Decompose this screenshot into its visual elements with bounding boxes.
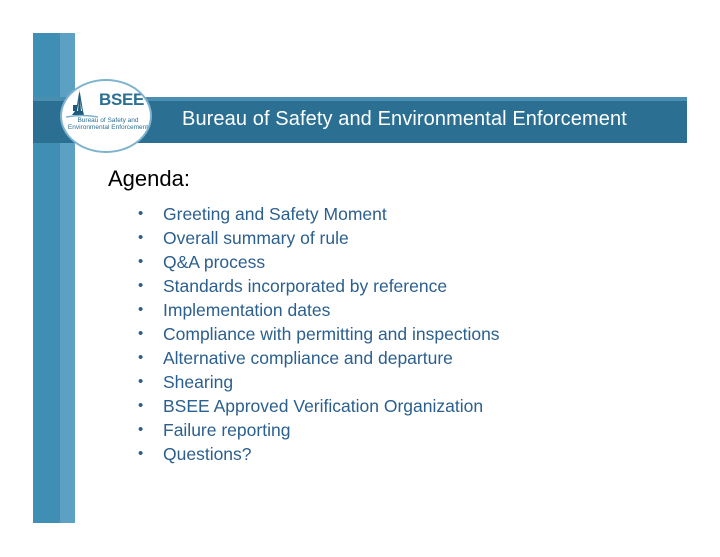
bullet: • [138, 397, 144, 414]
bullet: • [138, 445, 144, 462]
agenda-item-text: Q&A process [163, 252, 266, 272]
bsee-logo [60, 79, 152, 153]
agenda-item [138, 299, 500, 323]
agenda-item-text: Failure reporting [163, 420, 291, 440]
agenda-item-text: BSEE Approved Verification Organization [163, 396, 484, 416]
logo-full-name: Bureau of Safety and Environmental Enforcement [67, 117, 149, 132]
bullet: • [138, 253, 144, 270]
agenda-item [138, 251, 500, 275]
agenda-list [138, 203, 500, 467]
agenda-item [138, 275, 500, 299]
header-title: Bureau of Safety and Environmental Enforcement [182, 108, 627, 130]
agenda-item [138, 443, 500, 467]
agenda-item-text: Standards incorporated by reference [163, 276, 448, 296]
agenda-item [138, 203, 500, 227]
agenda-item-text: Shearing [163, 372, 234, 392]
bullet: • [138, 277, 144, 294]
agenda-item [138, 395, 500, 419]
bullet: • [138, 229, 144, 246]
agenda-item [138, 419, 500, 443]
agenda-item-text: Compliance with permitting and inspections [163, 324, 500, 344]
bullet: • [138, 301, 144, 318]
agenda-item-text: Greeting and Safety Moment [163, 204, 387, 224]
agenda-item-text: Alternative compliance and departure [163, 348, 453, 368]
bullet: • [138, 205, 144, 222]
agenda-item-text: Implementation dates [163, 300, 331, 320]
agenda-item [138, 227, 500, 251]
agenda-title: Agenda: [108, 166, 190, 191]
agenda-item [138, 347, 500, 371]
agenda-item [138, 323, 500, 347]
agenda-item-text: Questions? [163, 444, 252, 464]
agenda-item-text: Overall summary of rule [163, 228, 349, 248]
agenda-item [138, 371, 500, 395]
bullet: • [138, 349, 144, 366]
bullet: • [138, 421, 144, 438]
bullet: • [138, 325, 144, 342]
bullet: • [138, 373, 144, 390]
logo-abbreviation: BSEE [99, 90, 145, 109]
